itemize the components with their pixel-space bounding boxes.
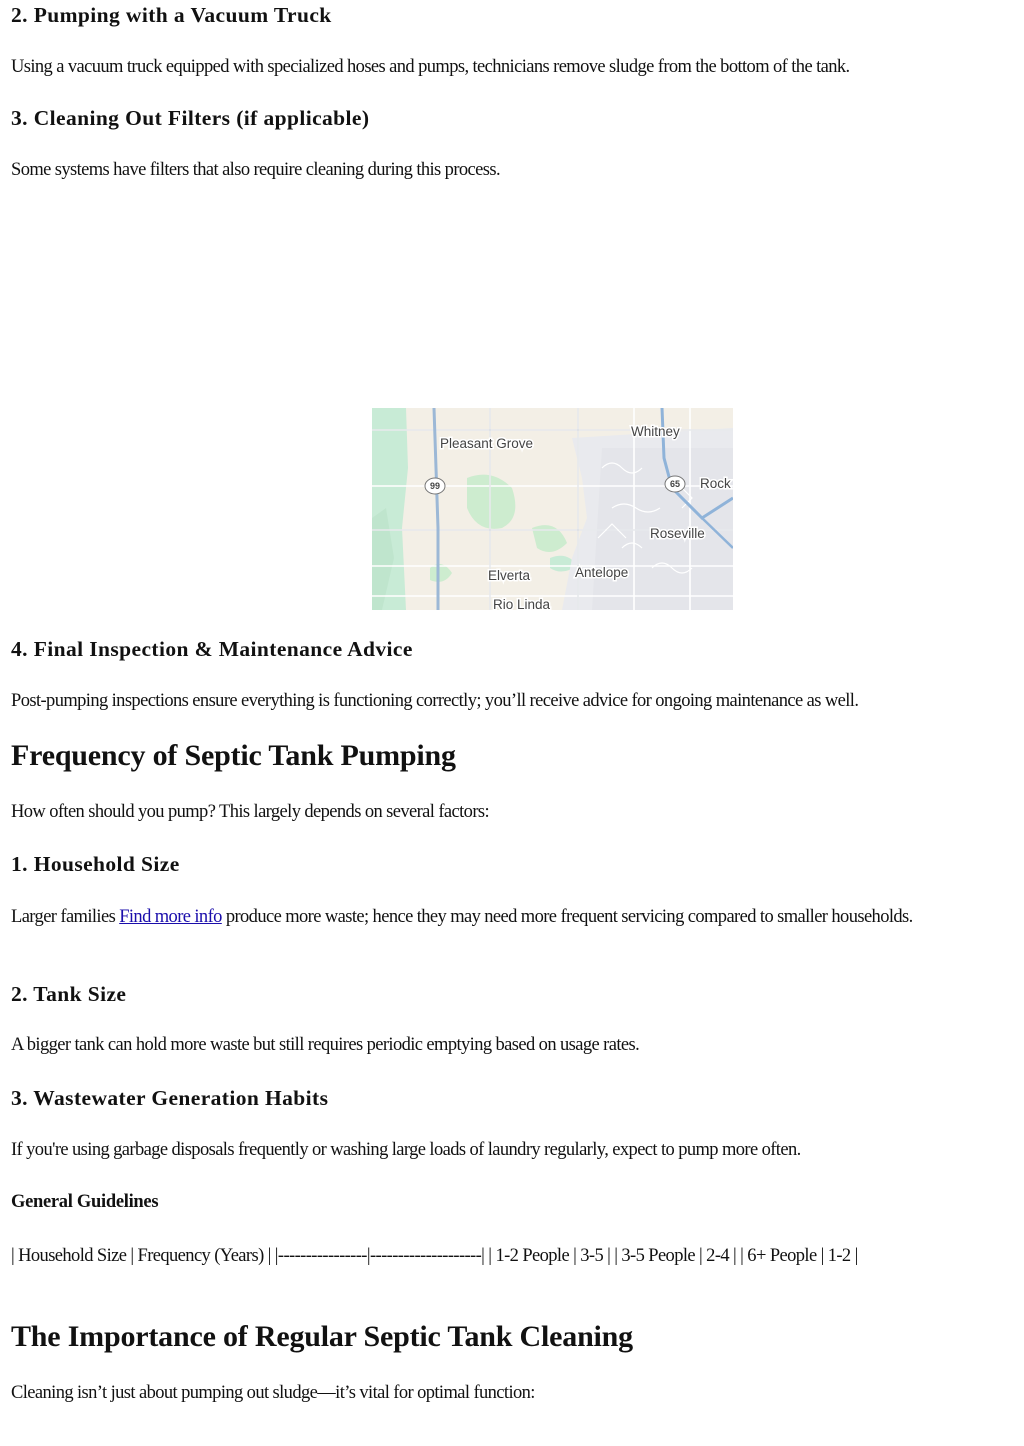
paragraph-filters: Some systems have filters that also require cleaning during this process. <box>11 160 500 180</box>
paragraph-final-inspection: Post-pumping inspections ensure everything is functioning correctly; you’ll receive advice for ongoing maintenance as well. <box>11 691 859 711</box>
heading-frequency: Frequency of Septic Tank Pumping <box>11 739 456 772</box>
household-text-before: Larger families <box>11 907 120 927</box>
heading-general-guidelines: General Guidelines <box>11 1192 159 1212</box>
map-label-rock: Rock <box>700 476 731 491</box>
heading-wastewater-habits: 3. Wastewater Generation Habits <box>11 1086 329 1110</box>
map-label-elverta: Elverta <box>488 568 531 583</box>
heading-pumping-vacuum-truck: 2. Pumping with a Vacuum Truck <box>11 3 332 27</box>
map-label-antelope: Antelope <box>575 565 629 580</box>
raw-markdown-table: | Household Size | Frequency (Years) | |----------------|--------------------| | 1-2 People | 3-5 | | 3-5 People | 2-4 | | 6+ People | 1-2 | <box>11 1246 858 1266</box>
heading-tank-size: 2. Tank Size <box>11 982 127 1006</box>
highway-99-label: 99 <box>429 481 441 491</box>
paragraph-household-size <box>11 904 1011 930</box>
map-label-roseville: Roseville <box>650 526 705 541</box>
household-text-after: produce more waste; hence they may need more frequent servicing compared to smaller households. <box>221 907 913 927</box>
map-label-rio-linda: Rio Linda <box>493 597 551 610</box>
heading-cleaning-filters: 3. Cleaning Out Filters (if applicable) <box>11 106 370 130</box>
paragraph-importance: Cleaning isn’t just about pumping out sludge—it’s vital for optimal function: <box>11 1383 535 1403</box>
highway-65-shield <box>665 476 685 492</box>
map-graphic <box>372 408 733 610</box>
paragraph-wastewater-habits: If you're using garbage disposals frequently or washing large loads of laundry regularly, expect to pump more often. <box>11 1140 801 1160</box>
find-more-info-link[interactable]: Find more info <box>119 907 222 927</box>
paragraph-frequency: How often should you pump? This largely depends on several factors: <box>11 802 490 822</box>
map-label-whitney: Whitney <box>631 424 680 439</box>
highway-99-shield <box>425 478 445 494</box>
embedded-map[interactable] <box>372 408 733 610</box>
paragraph-pumping: Using a vacuum truck equipped with specialized hoses and pumps, technicians remove sludge from the bottom of the tank. <box>11 57 850 77</box>
highway-65-label: 65 <box>669 479 681 489</box>
heading-importance: The Importance of Regular Septic Tank Cleaning <box>11 1320 633 1353</box>
heading-final-inspection: 4. Final Inspection & Maintenance Advice <box>11 637 413 661</box>
paragraph-tank-size: A bigger tank can hold more waste but still requires periodic emptying based on usage rates. <box>11 1035 640 1055</box>
heading-household-size: 1. Household Size <box>11 852 180 876</box>
map-label-pleasant-grove: Pleasant Grove <box>440 436 534 451</box>
